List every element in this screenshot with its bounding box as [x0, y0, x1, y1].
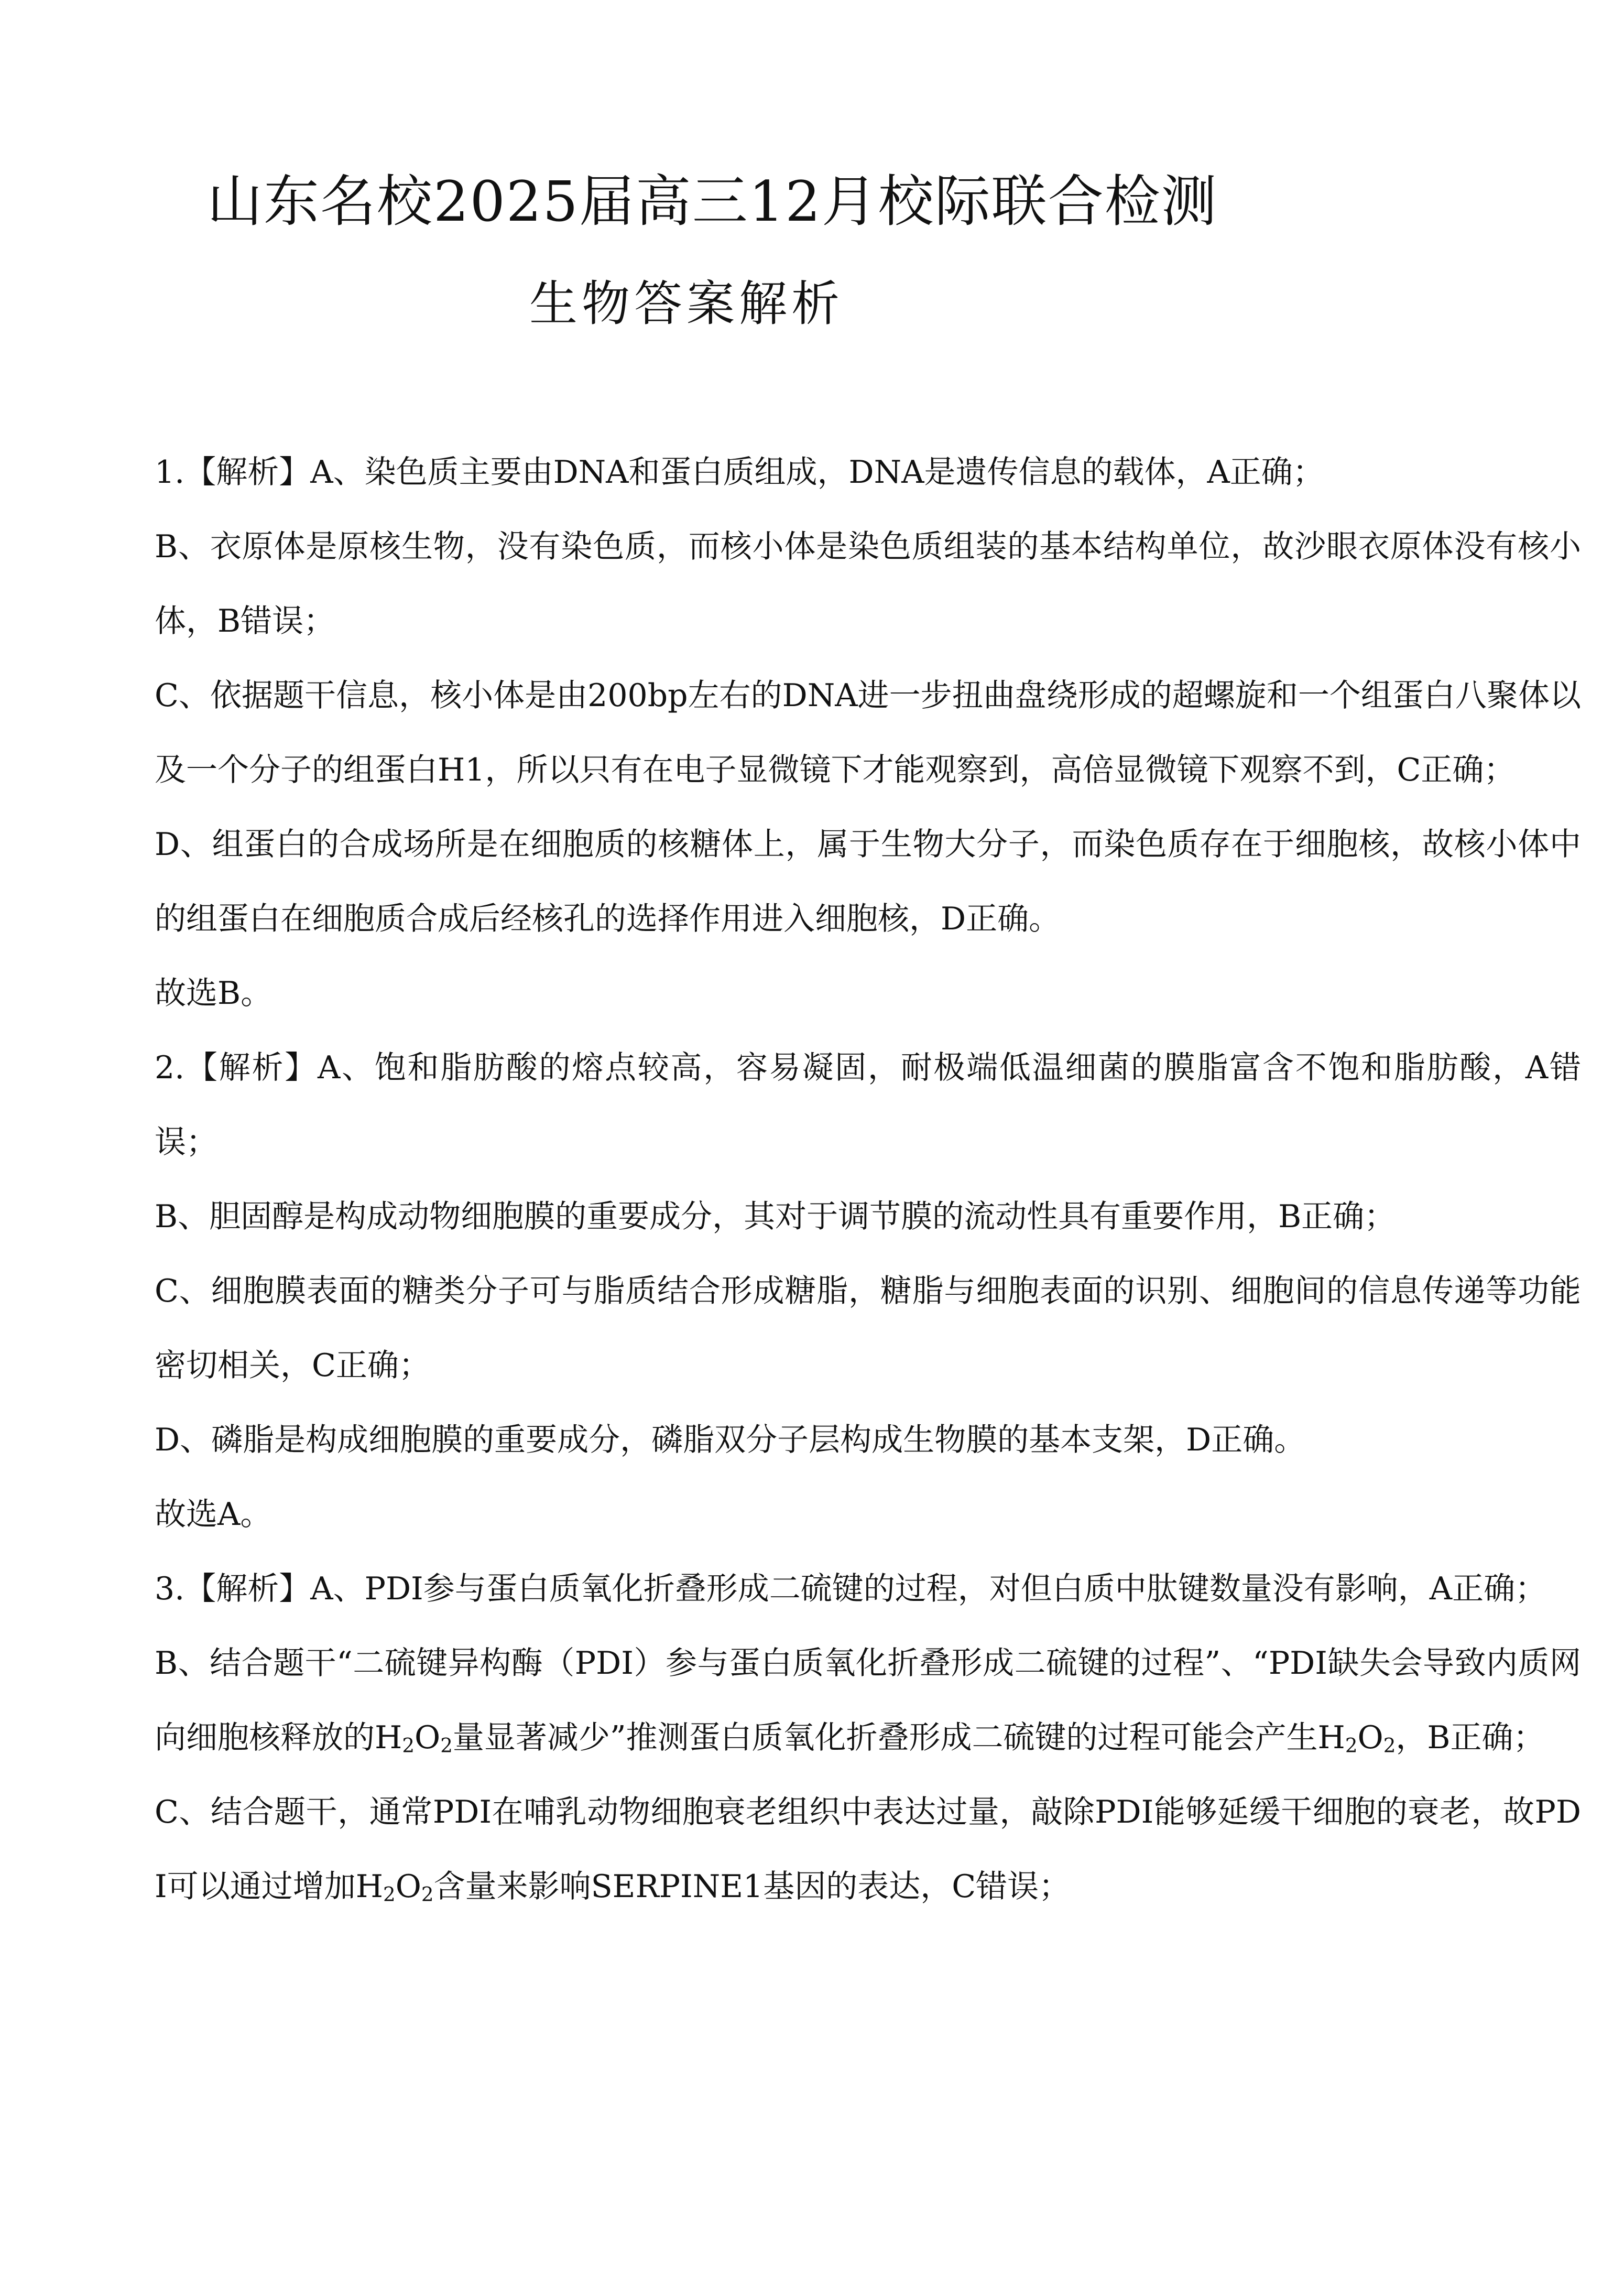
q2-option-d: D、磷脂是构成细胞膜的重要成分，磷脂双分子层构成生物膜的基本支架，D正确。 [155, 1422, 1306, 1458]
q2-option-b: B、胆固醇是构成动物细胞膜的重要成分，其对于调节膜的流动性具有重要作用，B正确； [155, 1198, 1396, 1235]
q1-option-b: B、衣原体是原核生物，没有染色质，而核小体是染色质组装的基本结构单位，故沙眼衣原体没有核小体，B错误； [155, 528, 1581, 640]
q3-b-text-5: ，B正确； [1396, 1719, 1545, 1756]
q3-c-text-3: 含量来影响SERPINE1基因的表达，C错误； [433, 1868, 1071, 1905]
q3-option-a: 3.【解析】A、PDI参与蛋白质氧化折叠形成二硫键的过程，对但白质中肽键数量没有影响，A正确； [155, 1571, 1547, 1607]
answer-body [155, 435, 1581, 1924]
q3-b-text-4: O [1357, 1719, 1383, 1756]
q1-option-d: D、组蛋白的合成场所是在细胞质的核糖体上，属于生物大分子，而染色质存在于细胞核，故核小体中的组蛋白在细胞质合成后经核孔的选择作用进入细胞核，D正确。 [155, 826, 1581, 937]
h2o2-subscript: 2 [421, 1882, 434, 1906]
q3-b-text-2: O [415, 1719, 441, 1756]
h2o2-subscript: 2 [1345, 1734, 1358, 1757]
q2-answer: 故选A。 [155, 1496, 272, 1533]
q1-answer: 故选B。 [155, 975, 273, 1012]
q3-option-c [155, 1775, 1581, 1924]
q3-b-text-3: 量显著减少”推测蛋白质氧化折叠形成二硫键的过程可能会产生H [452, 1719, 1345, 1756]
page-subtitle: 生物答案解析 [529, 276, 844, 332]
q3-b-text-1: B、结合题干“二硫键异构酶（PDI）参与蛋白质氧化折叠形成二硫键的过程”、“PDI缺失会导致内质网向细胞核释放的H [155, 1645, 1581, 1756]
q2-option-a: 2.【解析】A、饱和脂肪酸的熔点较高，容易凝固，耐极端低温细菌的膜脂富含不饱和脂肪酸，A错误； [155, 1049, 1581, 1161]
q3-c-text-2: O [395, 1868, 421, 1905]
q1-option-a: 1.【解析】A、染色质主要由DNA和蛋白质组成，DNA是遗传信息的载体，A正确； [155, 454, 1324, 491]
q3-option-b [155, 1626, 1581, 1775]
q1-option-c: C、依据题干信息，核小体是由200bp左右的DNA进一步扭曲盘绕形成的超螺旋和一个组蛋白八聚体以及一个分子的组蛋白H1，所以只有在电子显微镜下才能观察到，高倍显微镜下观察不到，C正确； [155, 677, 1581, 788]
h2o2-subscript: 2 [1383, 1734, 1396, 1757]
q3-c-text-1: C、结合题干，通常PDI在哺乳动物细胞衰老组织中表达过量，敲除PDI能够延缓干细胞的衰老，故PDI可以通过增加H [155, 1794, 1581, 1905]
h2o2-subscript: 2 [402, 1734, 415, 1757]
q2-option-c: C、细胞膜表面的糖类分子可与脂质结合形成糖脂，糖脂与细胞表面的识别、细胞间的信息传递等功能密切相关，C正确； [155, 1273, 1581, 1384]
page-title: 山东名校2025届高三12月校际联合检测 [207, 169, 1218, 234]
h2o2-subscript: 2 [440, 1734, 453, 1757]
h2o2-subscript: 2 [383, 1882, 396, 1906]
